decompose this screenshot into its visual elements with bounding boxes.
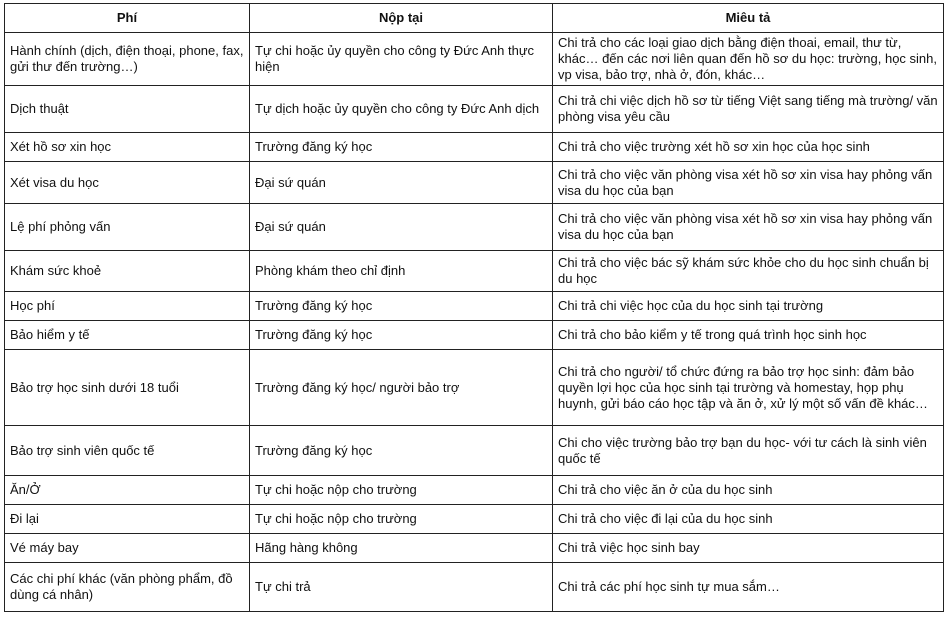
paid-at-cell: Trường đăng ký học <box>250 321 553 350</box>
fee-cell: Bảo trợ sinh viên quốc tế <box>5 426 250 476</box>
table-row <box>5 350 944 426</box>
description-cell: Chi trả các phí học sinh tự mua sắm… <box>553 563 944 612</box>
paid-at-cell: Hãng hàng không <box>250 534 553 563</box>
table-row <box>5 251 944 292</box>
table-row <box>5 292 944 321</box>
paid-at-cell: Đại sứ quán <box>250 162 553 204</box>
fee-cell: Bảo trợ học sinh dưới 18 tuổi <box>5 350 250 426</box>
fee-cell: Dịch thuật <box>5 86 250 133</box>
paid-at-cell: Trường đăng ký học <box>250 426 553 476</box>
fee-table <box>4 3 944 612</box>
fee-cell: Hành chính (dịch, điện thoại, phone, fax, gửi thư đến trường…) <box>5 33 250 86</box>
fee-cell: Các chi phí khác (văn phòng phẩm, đồ dùng cá nhân) <box>5 563 250 612</box>
table-header-row <box>5 4 944 33</box>
description-cell: Chi trả cho các loại giao dịch bằng điện thoai, email, thư từ, khác… đến các nơi liên quan đến hồ sơ du học: trường, học sinh, vp visa, bảo trợ, nhà ở, đón, khác… <box>553 33 944 86</box>
table-row <box>5 505 944 534</box>
paid-at-cell: Trường đăng ký học/ người bảo trợ <box>250 350 553 426</box>
description-cell: Chi trả việc học sinh bay <box>553 534 944 563</box>
table-row <box>5 476 944 505</box>
table-row <box>5 563 944 612</box>
description-cell: Chi trả cho người/ tổ chức đứng ra bảo trợ học sinh: đảm bảo quyền lợi học của học sinh tại trường và homestay, họp phụ huynh, gửi báo cáo học tập và ăn ở, xử lý một số vấn đề khác… <box>553 350 944 426</box>
description-cell: Chi trả cho bảo kiểm y tế trong quá trình học sinh học <box>553 321 944 350</box>
paid-at-cell: Trường đăng ký học <box>250 292 553 321</box>
header-description: Miêu tả <box>553 4 944 33</box>
fee-cell: Khám sức khoẻ <box>5 251 250 292</box>
description-cell: Chi trả cho việc ăn ở của du học sinh <box>553 476 944 505</box>
fee-cell: Ăn/Ở <box>5 476 250 505</box>
paid-at-cell: Trường đăng ký học <box>250 133 553 162</box>
paid-at-cell: Phòng khám theo chỉ định <box>250 251 553 292</box>
table-row <box>5 204 944 251</box>
paid-at-cell: Đại sứ quán <box>250 204 553 251</box>
fee-cell: Bảo hiểm y tế <box>5 321 250 350</box>
description-cell: Chi trả chi việc dịch hồ sơ từ tiếng Việt sang tiếng mà trường/ văn phòng visa yêu cầu <box>553 86 944 133</box>
table-row <box>5 426 944 476</box>
fee-cell: Xét visa du học <box>5 162 250 204</box>
fee-cell: Đi lại <box>5 505 250 534</box>
table-row <box>5 534 944 563</box>
fee-cell: Vé máy bay <box>5 534 250 563</box>
paid-at-cell: Tự chi hoặc nộp cho trường <box>250 476 553 505</box>
header-paid-at: Nộp tại <box>250 4 553 33</box>
table-row <box>5 33 944 86</box>
description-cell: Chi cho việc trường bảo trợ bạn du học- với tư cách là sinh viên quốc tế <box>553 426 944 476</box>
paid-at-cell: Tự chi hoặc nộp cho trường <box>250 505 553 534</box>
fee-cell: Lệ phí phỏng vấn <box>5 204 250 251</box>
table-row <box>5 321 944 350</box>
table-row <box>5 133 944 162</box>
description-cell: Chi trả cho việc đi lại của du học sinh <box>553 505 944 534</box>
header-fee: Phí <box>5 4 250 33</box>
description-cell: Chi trả chi việc học của du học sinh tại trường <box>553 292 944 321</box>
table-row <box>5 86 944 133</box>
paid-at-cell: Tự chi trả <box>250 563 553 612</box>
table-row <box>5 162 944 204</box>
description-cell: Chi trả cho việc văn phòng visa xét hồ sơ xin visa hay phỏng vấn visa du học của bạn <box>553 204 944 251</box>
paid-at-cell: Tự chi hoặc ủy quyền cho công ty Đức Anh thực hiện <box>250 33 553 86</box>
description-cell: Chi trả cho việc văn phòng visa xét hồ sơ xin visa hay phỏng vấn visa du học của bạn <box>553 162 944 204</box>
description-cell: Chi trả cho việc trường xét hồ sơ xin học của học sinh <box>553 133 944 162</box>
paid-at-cell: Tự dịch hoặc ủy quyền cho công ty Đức Anh dịch <box>250 86 553 133</box>
description-cell: Chi trả cho việc bác sỹ khám sức khỏe cho du học sinh chuẩn bị du học <box>553 251 944 292</box>
fee-cell: Xét hồ sơ xin học <box>5 133 250 162</box>
fee-cell: Học phí <box>5 292 250 321</box>
